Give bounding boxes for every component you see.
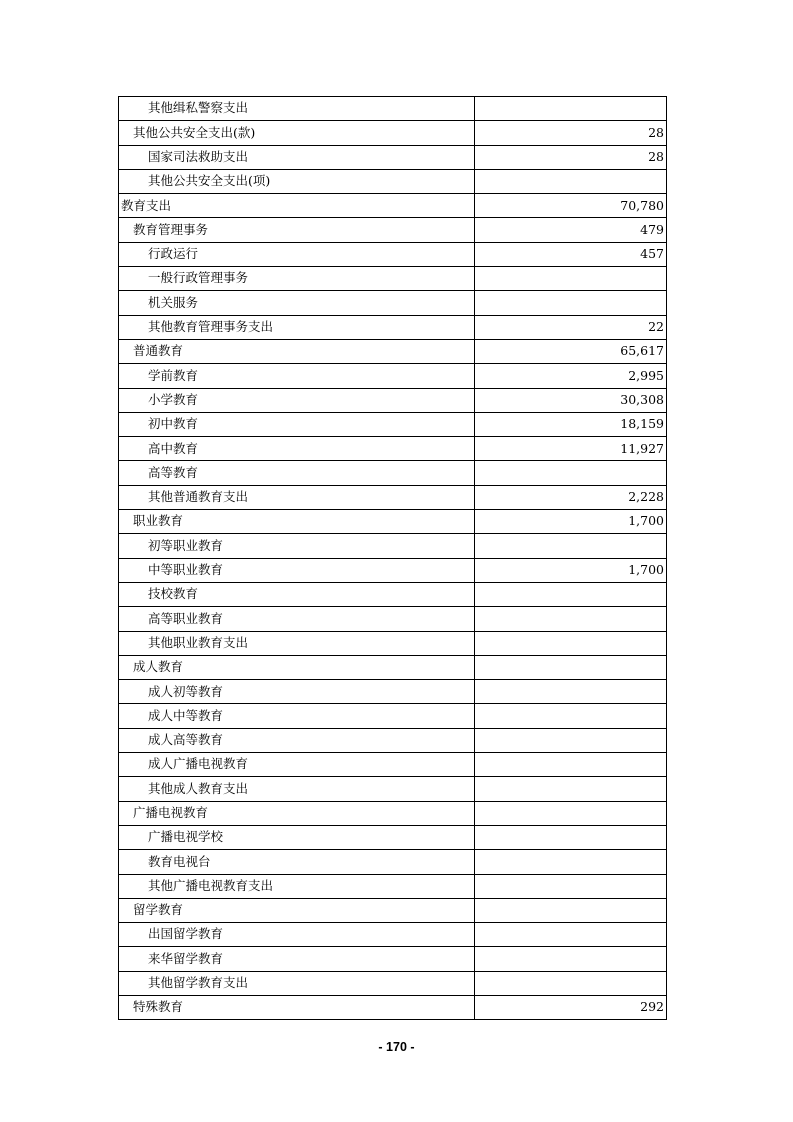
item-name-cell: 高中教育 [119,437,475,461]
table-row [119,291,667,315]
item-name-cell: 其他广播电视教育支出 [119,874,475,898]
table-row [119,461,667,485]
item-name-cell: 成人初等教育 [119,680,475,704]
item-value-cell [475,874,667,898]
item-value-cell [475,728,667,752]
item-value-cell [475,97,667,121]
item-value-cell [475,801,667,825]
item-name-cell: 教育管理事务 [119,218,475,242]
table-row [119,412,667,436]
item-name-cell: 其他成人教育支出 [119,777,475,801]
item-value-cell: 22 [475,315,667,339]
table-row [119,364,667,388]
item-value-cell: 2,228 [475,485,667,509]
item-value-cell: 18,159 [475,412,667,436]
item-value-cell: 28 [475,121,667,145]
budget-table [118,96,667,1020]
table-row [119,704,667,728]
table-row [119,850,667,874]
item-value-cell: 292 [475,995,667,1019]
item-name-cell: 其他缉私警察支出 [119,97,475,121]
table-row [119,801,667,825]
table-row [119,947,667,971]
item-name-cell: 成人教育 [119,655,475,679]
item-value-cell [475,971,667,995]
item-value-cell [475,461,667,485]
item-name-cell: 教育电视台 [119,850,475,874]
item-name-cell: 其他普通教育支出 [119,485,475,509]
table-row [119,194,667,218]
table-row [119,315,667,339]
item-value-cell [475,607,667,631]
table-row [119,874,667,898]
table-row [119,607,667,631]
item-value-cell: 1,700 [475,510,667,534]
table-row [119,753,667,777]
item-value-cell: 1,700 [475,558,667,582]
item-name-cell: 成人广播电视教育 [119,753,475,777]
table-row [119,218,667,242]
item-name-cell: 职业教育 [119,510,475,534]
item-value-cell [475,947,667,971]
item-name-cell: 其他公共安全支出(项) [119,169,475,193]
item-value-cell [475,267,667,291]
item-name-cell: 成人中等教育 [119,704,475,728]
item-name-cell: 小学教育 [119,388,475,412]
item-name-cell: 普通教育 [119,339,475,363]
item-name-cell: 其他职业教育支出 [119,631,475,655]
table-row [119,121,667,145]
item-value-cell: 70,780 [475,194,667,218]
table-row [119,485,667,509]
item-value-cell [475,753,667,777]
item-name-cell: 教育支出 [119,194,475,218]
item-name-cell: 成人高等教育 [119,728,475,752]
table-row [119,655,667,679]
item-value-cell: 65,617 [475,339,667,363]
item-name-cell: 留学教育 [119,898,475,922]
item-name-cell: 学前教育 [119,364,475,388]
item-name-cell: 初等职业教育 [119,534,475,558]
table-row [119,923,667,947]
item-value-cell [475,291,667,315]
budget-table-body [119,97,667,1020]
item-name-cell: 广播电视学校 [119,825,475,849]
item-value-cell: 2,995 [475,364,667,388]
item-name-cell: 其他教育管理事务支出 [119,315,475,339]
item-name-cell: 中等职业教育 [119,558,475,582]
table-row [119,631,667,655]
table-row [119,388,667,412]
item-value-cell [475,898,667,922]
table-row [119,510,667,534]
table-row [119,825,667,849]
item-value-cell [475,825,667,849]
budget-table-container [118,96,666,1020]
item-value-cell [475,631,667,655]
table-row [119,97,667,121]
item-name-cell: 高等教育 [119,461,475,485]
table-row [119,558,667,582]
item-name-cell: 行政运行 [119,242,475,266]
table-row [119,437,667,461]
table-row [119,777,667,801]
item-value-cell [475,582,667,606]
item-name-cell: 其他留学教育支出 [119,971,475,995]
item-name-cell: 出国留学教育 [119,923,475,947]
item-name-cell: 其他公共安全支出(款) [119,121,475,145]
table-row [119,995,667,1019]
table-row [119,145,667,169]
item-value-cell [475,850,667,874]
page-number: - 170 - [378,1040,415,1054]
table-row [119,242,667,266]
item-value-cell: 457 [475,242,667,266]
item-value-cell [475,169,667,193]
item-value-cell [475,704,667,728]
item-value-cell: 28 [475,145,667,169]
item-value-cell [475,534,667,558]
item-name-cell: 初中教育 [119,412,475,436]
item-name-cell: 高等职业教育 [119,607,475,631]
item-value-cell: 30,308 [475,388,667,412]
table-row [119,680,667,704]
item-value-cell [475,923,667,947]
table-row [119,582,667,606]
item-name-cell: 机关服务 [119,291,475,315]
table-row [119,971,667,995]
item-value-cell [475,777,667,801]
table-row [119,534,667,558]
item-value-cell [475,655,667,679]
table-row [119,339,667,363]
item-name-cell: 来华留学教育 [119,947,475,971]
item-name-cell: 技校教育 [119,582,475,606]
item-value-cell: 11,927 [475,437,667,461]
item-value-cell [475,680,667,704]
item-value-cell: 479 [475,218,667,242]
table-row [119,728,667,752]
item-name-cell: 特殊教育 [119,995,475,1019]
item-name-cell: 一般行政管理事务 [119,267,475,291]
table-row [119,267,667,291]
table-row [119,898,667,922]
item-name-cell: 广播电视教育 [119,801,475,825]
item-name-cell: 国家司法救助支出 [119,145,475,169]
table-row [119,169,667,193]
